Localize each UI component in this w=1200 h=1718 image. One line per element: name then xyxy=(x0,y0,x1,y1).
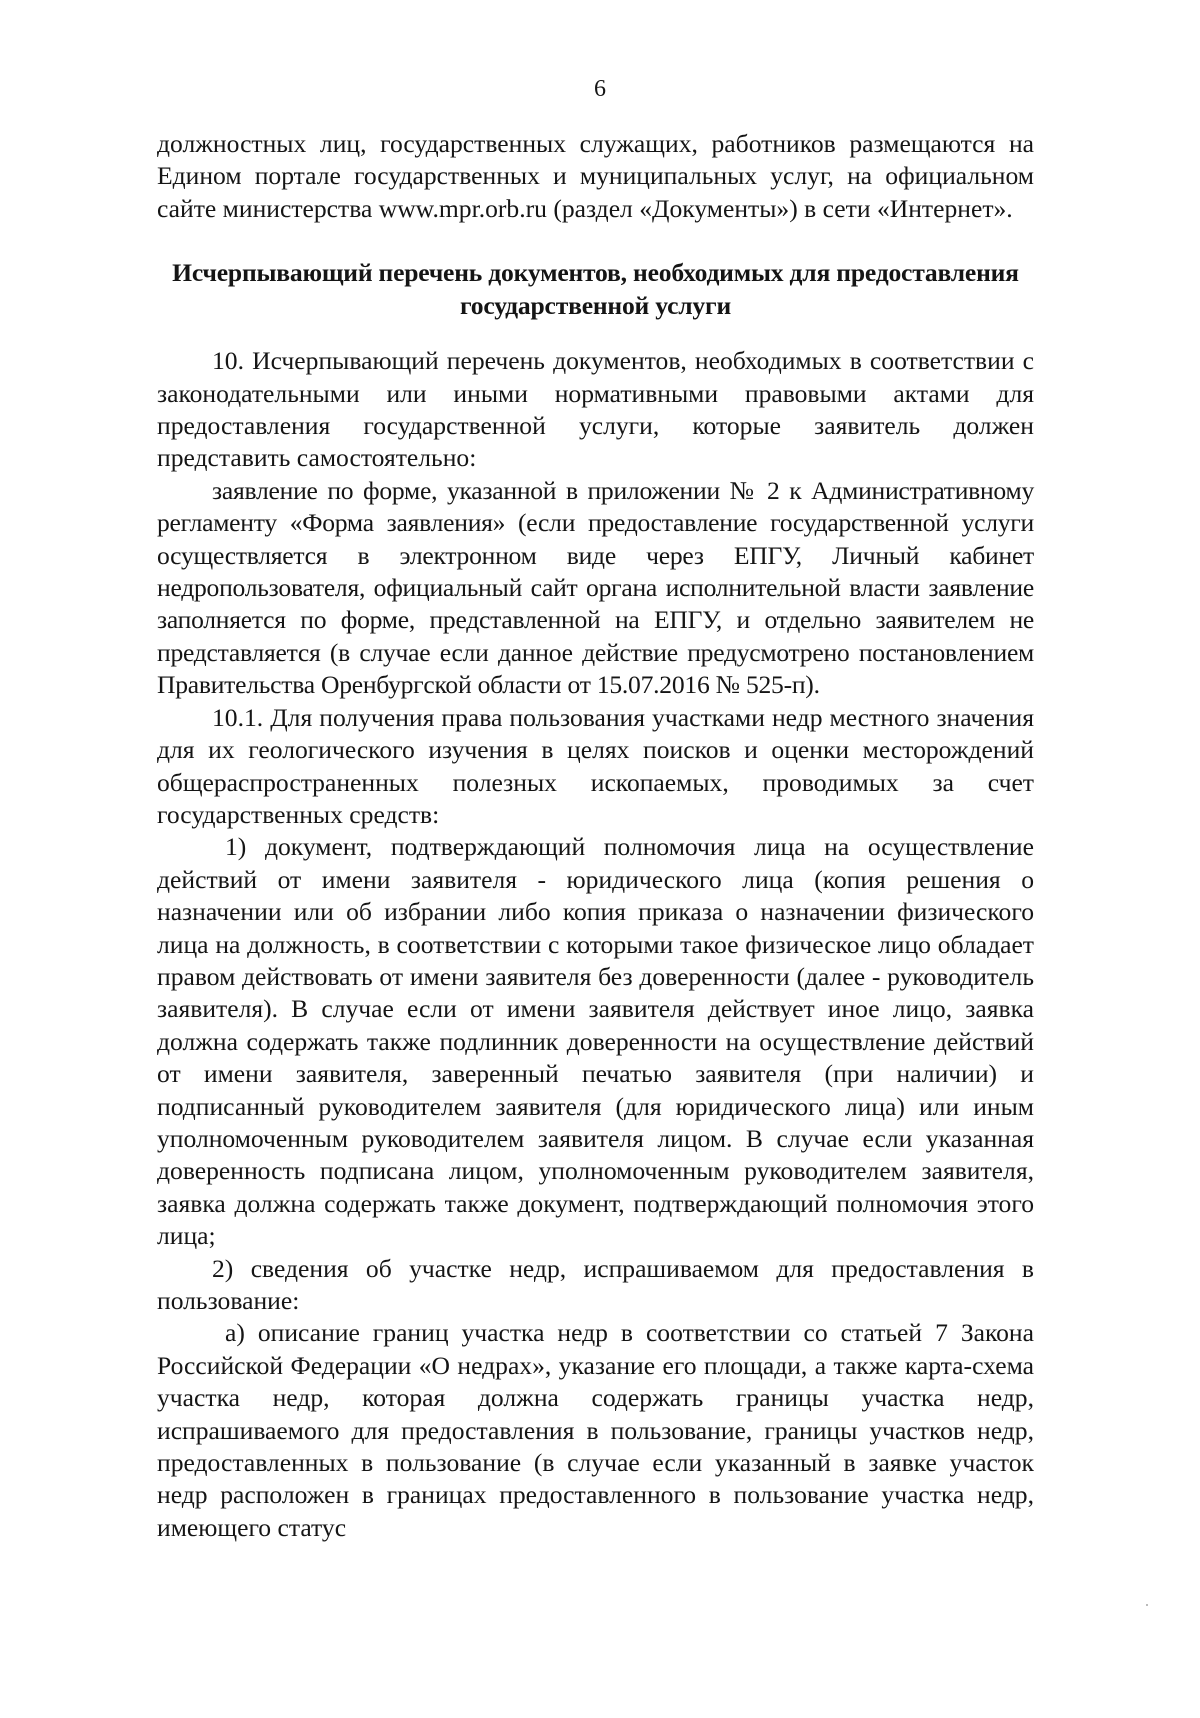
page-number: 6 xyxy=(594,76,606,102)
section-heading-line-2: государственной услуги xyxy=(459,291,731,321)
intro-paragraph: должностных лиц, государственных служащих, работников размещаются на Едином портале государственных и муниципальных услуг, на официальном сайте министерства www.mpr.orb.ru (раздел «Документы») в сети «Интернет». xyxy=(157,129,1034,223)
paragraph-10-1: 10.1. Для получения права пользования участками недр местного значения для их геологического изучения в целях поисков и оценки месторождений общераспространенных полезных ископаемых, проводимых за счет государственных средств: xyxy=(157,702,1034,829)
section-heading-line-1: Исчерпывающий перечень документов, необходимых для предоставления xyxy=(172,258,1019,288)
page-content xyxy=(157,128,1034,1544)
list-item-2a: а) описание границ участка недр в соответствии со статьей 7 Закона Российской Федерации «О недрах», указание его площади, а также карта-схема участка недр, которая должна содержать границы участка недр, испрашиваемого для предоставления в пользование, границы участков недр, предоставленных в пользование (в случае если указанный в заявке участок недр расположен в границах предоставленного в пользование участка недр, имеющего статус xyxy=(157,1318,1034,1542)
section-heading xyxy=(157,256,1034,322)
paragraph-10: 10. Исчерпывающий перечень документов, необходимых в соответствии с законодательными или иными нормативными правовыми актами для предоставления государственной услуги, которые заявитель должен представить самостоятельно: xyxy=(157,346,1034,473)
paragraph-10-application: заявление по форме, указанной в приложении № 2 к Административному регламенту «Форма заявления» (если предоставление государственной услуги осуществляется в электронном виде через ЕПГУ, Личный кабинет недропользователя, официальный сайт органа исполнительной власти заявление заполняется по форме, представленной на ЕПГУ, и отдельно заявителем не представляется (в случае если данное действие предусмотрено постановлением Правительства Оренбургской области от 15.07.2016 № 525-п). xyxy=(157,475,1034,700)
list-item-2: 2) сведения об участке недр, испрашиваемом для предоставления в пользование: xyxy=(157,1253,1034,1315)
list-item-1: 1) документ, подтверждающий полномочия лица на осуществление действий от имени заявителя - юридического лица (копия решения о назначении или об избрании либо копия приказа о назначении физического лица на должность, в соответствии с которыми такое физическое лицо обладает правом действовать от имени заявителя без доверенности (далее - руководитель заявителя). В случае если от имени заявителя действует иное лицо, заявка должна содержать также подлинник доверенности на осуществление действий от имени заявителя, заверенный печатью заявителя (при наличии) и подписанный руководителем заявителя (для юридического лица) или иным уполномоченным руководителем заявителя лицом. В случае если указанная доверенность подписана лицом, уполномоченным руководителем заявителя, заявка должна содержать также документ, подтверждающий полномочия этого лица; xyxy=(157,832,1034,1251)
scan-speck xyxy=(1146,1604,1148,1606)
